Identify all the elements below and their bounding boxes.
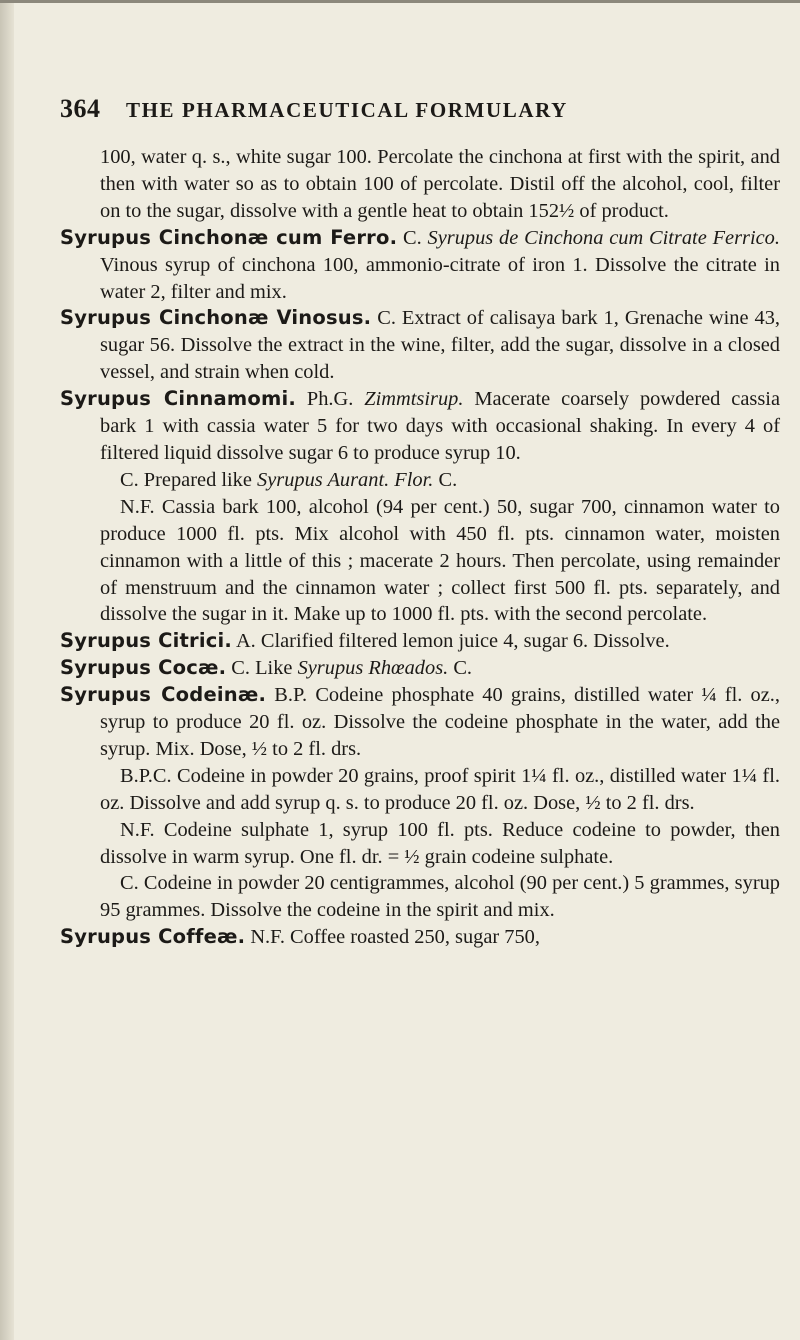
formulary-subentry: [60, 467, 780, 494]
text-run: B.P. Codeine phosphate 40 grains, distilled water ¼ fl. oz., syrup to produce 20 fl. oz. Dissolve the codeine phosphate in the water, add the syrup. Mix. Dose, ½ to 2 fl. drs.: [100, 684, 780, 760]
binding-gutter: [0, 0, 14, 1340]
text-run: C. Prepared like: [120, 468, 258, 491]
formulary-entry: [60, 225, 780, 306]
page-body: [60, 144, 780, 951]
formulary-subentry: [60, 817, 780, 871]
formulary-subentry: [60, 494, 780, 629]
text-run: Ph.G.: [295, 388, 365, 411]
formulary-entry: [60, 386, 780, 467]
running-title: THE PHARMACEUTICAL FORMULARY: [126, 98, 568, 122]
entry-heading: Syrupus Cocæ.: [60, 656, 227, 680]
text-run: C.: [433, 468, 458, 491]
entry-heading: Syrupus Cinnamomi.: [60, 387, 296, 411]
page-header: [60, 94, 780, 134]
formulary-entry: [60, 682, 780, 763]
entry-heading: Syrupus Cinchonæ Vinosus.: [60, 306, 372, 330]
text-run: C. Codeine in powder 20 centigrammes, alcohol (90 per cent.) 5 grammes, syrup 95 grammes. Dissolve the codeine in the spirit and mix.: [100, 872, 780, 922]
formulary-subentry: [60, 870, 780, 924]
entry-heading: Syrupus Coffeæ.: [60, 925, 246, 949]
entry-heading: Syrupus Codeinæ.: [60, 683, 267, 707]
text-run: Macerate coarsely powdered cassia bark 1 with cassia water 5 for two days with occasional shaking. In every 4 of filtered liquid dissolve sugar 6 to produce syrup 10.: [100, 388, 780, 464]
text-run: C. Like: [226, 657, 298, 680]
entry-heading: Syrupus Cinchonæ cum Ferro.: [60, 225, 398, 249]
page-number: 364: [60, 94, 101, 123]
italic-text: Syrupus de Cinchona cum Citrate Ferrico.: [427, 226, 780, 249]
text-run: N.F. Codeine sulphate 1, syrup 100 fl. pts. Reduce codeine to powder, then dissolve in warm syrup. One fl. dr. = ½ grain codeine sulphate.: [100, 818, 780, 868]
formulary-entry: [60, 655, 780, 682]
italic-text: Syrupus Aurant. Flor.: [257, 468, 434, 491]
text-run: B.P.C. Codeine in powder 20 grains, proof spirit 1¼ fl. oz., distilled water 1¼ fl. oz. Dissolve and add syrup q. s. to produce 20 fl. oz. Dose, ½ to 2 fl. drs.: [100, 764, 780, 814]
book-page: [60, 94, 780, 951]
formulary-entry: [60, 924, 780, 951]
italic-text: Zimmtsirup.: [364, 388, 464, 411]
text-run: C.: [448, 657, 473, 680]
text-run: N.F. Coffee roasted 250, sugar 750,: [245, 926, 540, 949]
formulary-entry: [60, 305, 780, 386]
italic-text: Syrupus Rhœados.: [297, 657, 449, 680]
text-run: Vinous syrup of cinchona 100, ammonio-citrate of iron 1. Dissolve the citrate in water 2, filter and mix.: [100, 253, 780, 303]
page-top-edge: [0, 0, 800, 3]
formulary-subentry: [60, 763, 780, 817]
continued-text: [60, 144, 780, 225]
text-run: N.F. Cassia bark 100, alcohol (94 per cent.) 50, sugar 700, cinnamon water to produce 1000 fl. pts. Mix alcohol with 450 fl. pts. cinnamon water, moisten cinnamon with a little of this ; macerate 2 hours. Then percolate, using remainder of menstruum and the cinnamon water ; collect first 500 fl. pts. separately, and dissolve the sugar in it. Make up to 1000 fl. pts. with the second percolate.: [100, 495, 780, 626]
text-run: 100, water q. s., white sugar 100. Percolate the cinchona at first with the spirit, and then with water so as to obtain 100 of percolate. Distil off the alcohol, cool, filter on to the sugar, dissolve with a gentle heat to obtain 152½ of product.: [100, 146, 780, 222]
text-run: C. Extract of calisaya bark 1, Grenache wine 43, sugar 56. Dissolve the extract in the wine, filter, add the sugar, dissolve in a closed vessel, and strain when cold.: [100, 307, 780, 384]
text-run: A. Clarified filtered lemon juice 4, sugar 6. Dissolve.: [231, 630, 670, 653]
entry-heading: Syrupus Citrici.: [60, 629, 232, 653]
text-run: C.: [397, 226, 428, 249]
formulary-entry: [60, 628, 780, 655]
